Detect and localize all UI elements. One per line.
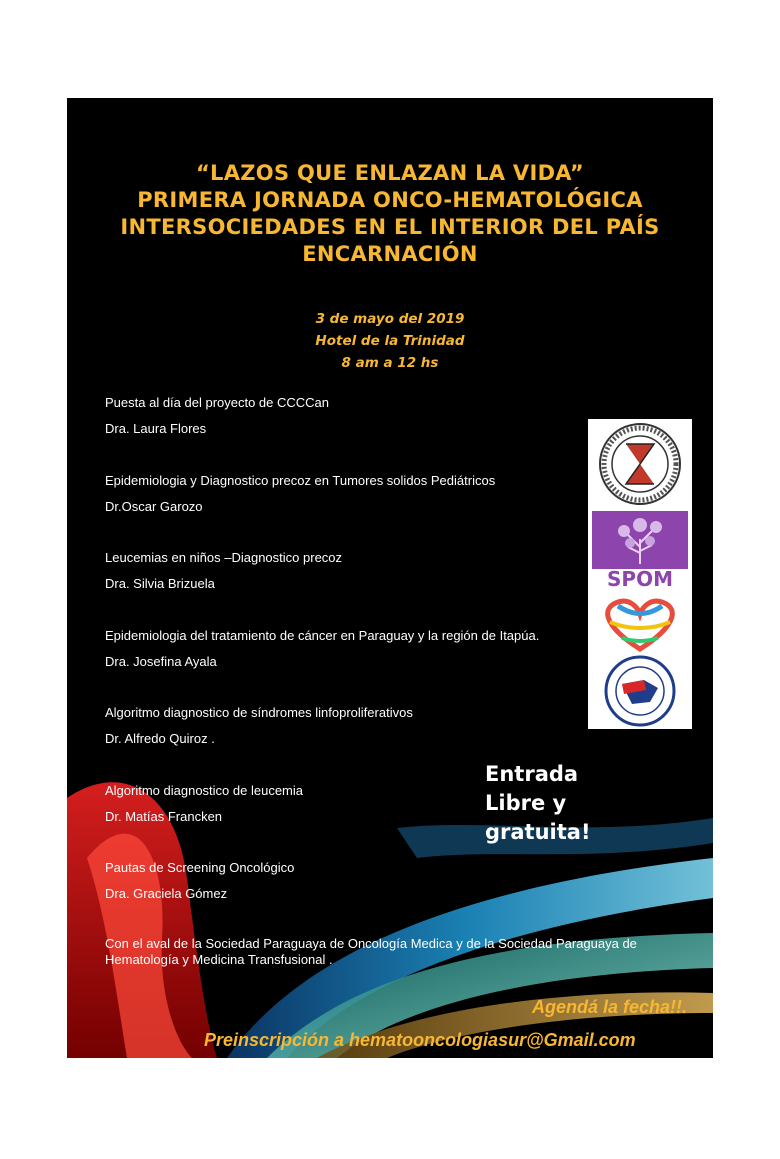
talk-speaker: Dr. Alfredo Quiroz . bbox=[105, 731, 215, 746]
agenda-item bbox=[105, 859, 575, 937]
agenda-item bbox=[105, 394, 575, 472]
event-title bbox=[67, 160, 713, 268]
free-entry-notice bbox=[485, 760, 591, 847]
talk-topic: Pautas de Screening Oncológico bbox=[105, 860, 295, 875]
talk-speaker: Dr.Oscar Garozo bbox=[105, 498, 203, 514]
agenda-list bbox=[105, 394, 575, 937]
ribbon-heart-logo-icon bbox=[588, 594, 692, 654]
talk-topic: Puesta al día del proyecto de CCCCan bbox=[105, 395, 330, 410]
talk-topic: Algoritmo diagnostico de síndromes linfoproliferativos bbox=[105, 705, 413, 720]
event-info bbox=[67, 308, 713, 374]
title-line-1: “LAZOS QUE ENLAZAN LA VIDA” bbox=[195, 161, 585, 185]
hematology-society-seal-icon bbox=[588, 419, 692, 509]
save-the-date-text: Agendá la fecha!!. bbox=[531, 997, 687, 1017]
preregistration-email-text: Preinscripción a hematooncologiasur@Gmail.com bbox=[204, 1030, 636, 1050]
endorsement-text: Con el aval de la Sociedad Paraguaya de Oncología Medica y de la Sociedad Paraguaya de Hematología y Medicina Transfusional . bbox=[105, 936, 637, 967]
event-venue: Hotel de la Trinidad bbox=[315, 333, 465, 349]
free-entry-line-2: Libre y bbox=[485, 791, 567, 815]
talk-speaker: Dra. Josefina Ayala bbox=[105, 653, 217, 669]
talk-topic: Epidemiologia del tratamiento de cáncer en Paraguay y la región de Itapúa. bbox=[105, 627, 540, 643]
title-line-3: INTERSOCIEDADES EN EL INTERIOR DEL PAÍS bbox=[120, 215, 660, 239]
talk-topic: Leucemias en niños –Diagnostico precoz bbox=[105, 550, 343, 565]
free-entry-line-3: gratuita! bbox=[485, 820, 591, 844]
agenda-item bbox=[105, 549, 575, 627]
event-poster bbox=[67, 98, 713, 1058]
talk-speaker: Dra. Graciela Gómez bbox=[105, 886, 228, 901]
title-line-2: PRIMERA JORNADA ONCO-HEMATOLÓGICA bbox=[137, 188, 643, 212]
talk-speaker: Dr. Matías Francken bbox=[105, 808, 223, 824]
agenda-item bbox=[105, 627, 575, 705]
event-date: 3 de mayo del 2019 bbox=[315, 311, 465, 327]
spom-label: SPOM bbox=[607, 567, 673, 591]
title-line-4: ENCARNACIÓN bbox=[302, 242, 478, 266]
agenda-item bbox=[105, 472, 575, 550]
talk-topic: Algoritmo diagnostico de leucemia bbox=[105, 782, 303, 798]
hospital-dia-oncologico-logo-icon bbox=[588, 654, 692, 729]
free-entry-line-1: Entrada bbox=[485, 762, 579, 786]
talk-speaker: Dra. Laura Flores bbox=[105, 421, 207, 436]
event-time: 8 am a 12 hs bbox=[341, 355, 439, 371]
sponsor-logos bbox=[588, 419, 692, 729]
talk-topic: Epidemiologia y Diagnostico precoz en Tumores solidos Pediátricos bbox=[105, 472, 496, 488]
talk-speaker: Dra. Silvia Brizuela bbox=[105, 576, 215, 591]
